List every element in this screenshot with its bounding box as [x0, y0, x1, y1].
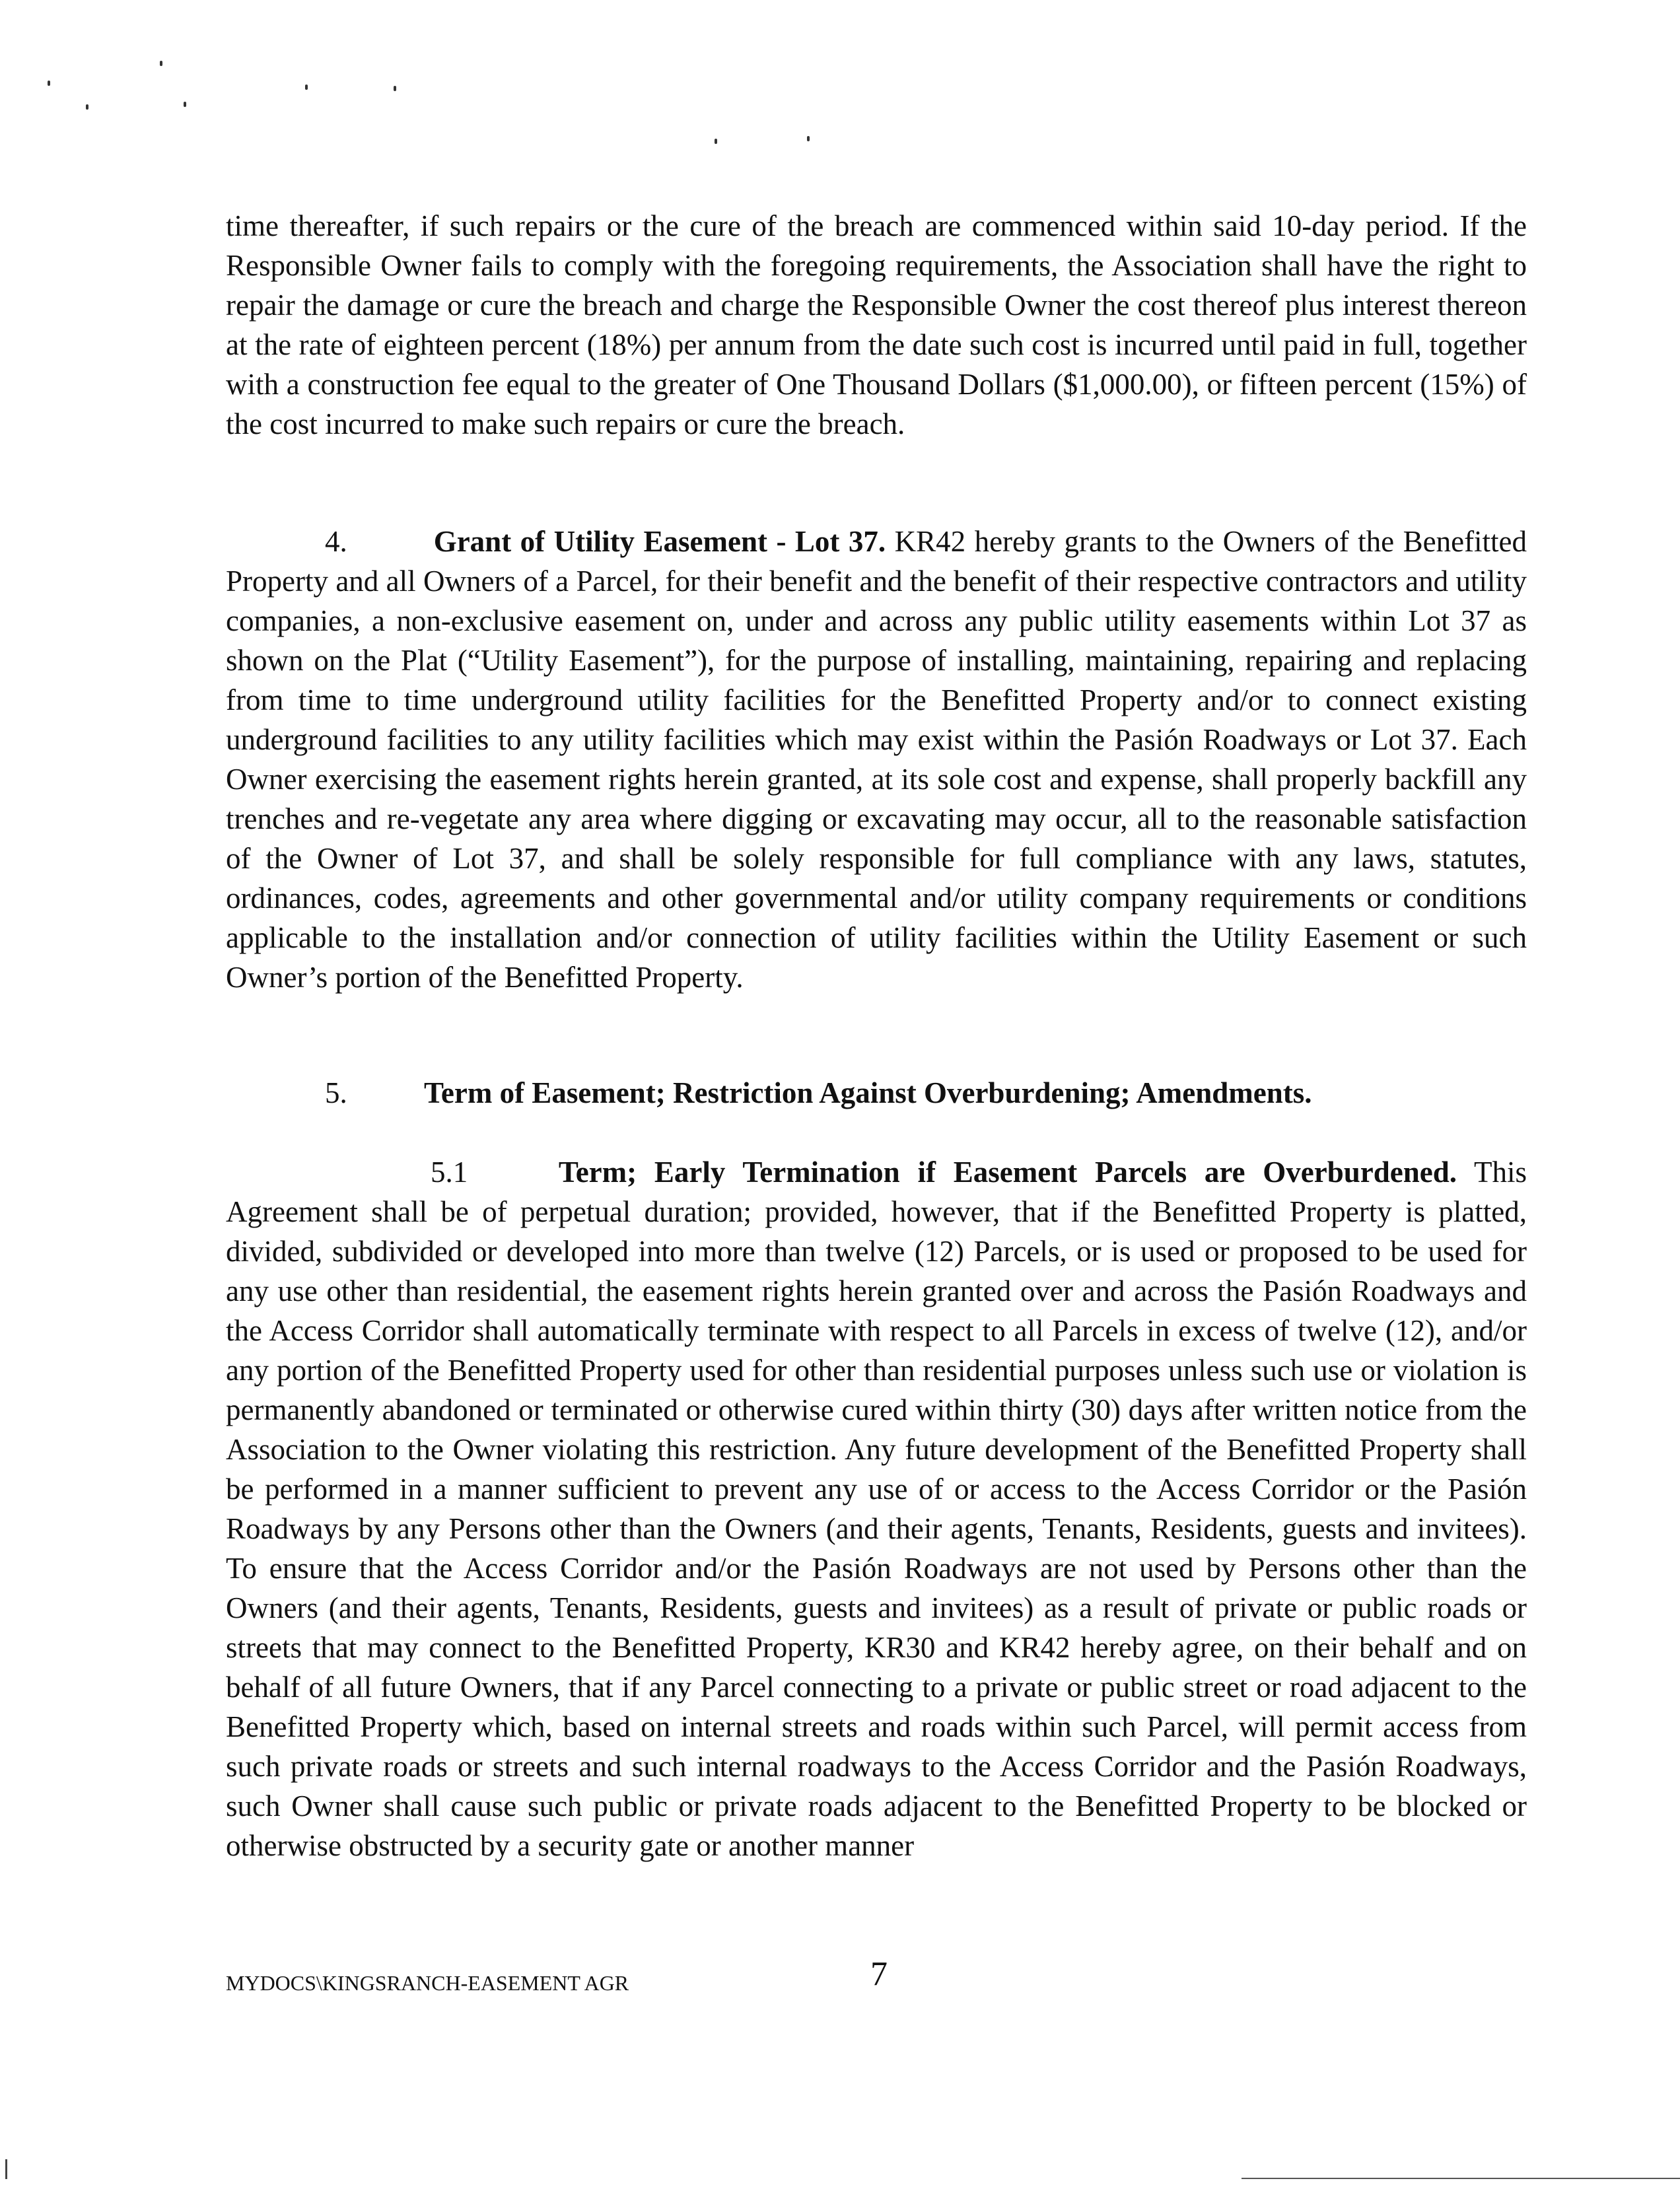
section-5-heading-line [226, 1073, 1527, 1113]
scan-speck [305, 85, 308, 90]
scan-speck [86, 104, 88, 110]
section-4-text: KR42 hereby grants to the Owners of the Benefitted Property and all Owners of a Parcel, for their benefit and the benefit of their respective contractors and utility companies, a non-exclusive easement on, under and across any public utility easements within Lot 37 as shown on the Plat (“Utility Easement”), for the purpose of installing, maintaining, repairing and replacing from time to time underground utility facilities for the Benefitted Property and/or to connect existing underground facilities to any utility facilities which may exist within the Pasión Roadways or Lot 37. Each Owner exercising the easement rights herein granted, at its sole cost and expense, shall properly backfill any trenches and re-vegetate any area where digging or excavating may occur, all to the reasonable satisfaction of the Owner of Lot 37, and shall be solely responsible for full compliance with any laws, statutes, ordinances, codes, agreements and other governmental and/or utility company requirements or conditions applicable to the installation and/or connection of utility facilities within the Utility Easement or such Owner’s portion of the Benefitted Property. [226, 525, 1527, 994]
section-5-1-heading: Term; Early Termination if Easement Parcels are Overburdened. [558, 1156, 1457, 1189]
scan-speck [807, 136, 810, 141]
section-5-1-paragraph [226, 1152, 1527, 1865]
scan-speck [394, 86, 396, 91]
section-5-1-number: 5.1 [431, 1156, 468, 1189]
page-number: 7 [870, 1955, 888, 1993]
section-4-paragraph [226, 522, 1527, 997]
scan-speck [48, 81, 50, 86]
section-4-heading: Grant of Utility Easement - Lot 37. [433, 525, 886, 558]
scan-edge-line [1242, 2178, 1680, 2179]
scan-speck [715, 139, 717, 144]
scan-speck [184, 102, 186, 107]
paragraph-continuation: time thereafter, if such repairs or the cure of the breach are commenced within said 10-day period. If the Responsible Owner fails to comply with the foregoing requirements, the Association shall have the right to repair the damage or cure the breach and charge the Responsible Owner the cost thereof plus interest thereon at the rate of eighteen percent (18%) per annum from the date such cost is incurred until paid in full, together with a construction fee equal to the greater of One Thousand Dollars ($1,000.00), or fifteen percent (15%) of the cost incurred to make such repairs or cure the breach. [226, 209, 1527, 440]
section-4-number: 4. [325, 525, 347, 558]
scan-edge-mark [5, 2159, 7, 2179]
section-5-1-text: This Agreement shall be of perpetual duration; provided, however, that if the Benefitted Property is platted, divided, subdivided or developed into more than twelve (12) Parcels, or is used or proposed to be used for any use other than residential, the easement rights herein granted over and across the Pasión Roadways and the Access Corridor shall automatically terminate with respect to all Parcels in excess of twelve (12), and/or any portion of the Benefitted Property used for other than residential purposes unless such use or violation is permanently abandoned or terminated or otherwise cured within thirty (30) days after written notice from the Association to the Owner violating this restriction. Any future development of the Benefitted Property shall be performed in a manner sufficient to prevent any use of or access to the Access Corridor or the Pasión Roadways by any Persons other than the Owners (and their agents, Tenants, Residents, guests and invitees). To ensure that the Access Corridor and/or the Pasión Roadways are not used by Persons other than the Owners (and their agents, Tenants, Residents, guests and invitees) as a result of private or public roads or streets that may connect to the Benefitted Property, KR30 and KR42 hereby agree, on their behalf and on behalf of all future Owners, that if any Parcel connecting to a private or public street or road adjacent to the Benefitted Property which, based on internal streets and roads within such Parcel, will permit access from such private roads or streets and such internal roadways to the Access Corridor and the Pasión Roadways, such Owner shall cause such public or private roads adjacent to the Benefitted Property to be blocked or otherwise obstructed by a security gate or another manner [226, 1156, 1527, 1862]
section-5-heading: Term of Easement; Restriction Against Overburdening; Amendments. [424, 1076, 1312, 1109]
section-5-number: 5. [325, 1076, 347, 1109]
scan-speck [160, 61, 162, 66]
footer-doc-path: MYDOCS\KINGSRANCH-EASEMENT AGR [226, 1971, 629, 1995]
